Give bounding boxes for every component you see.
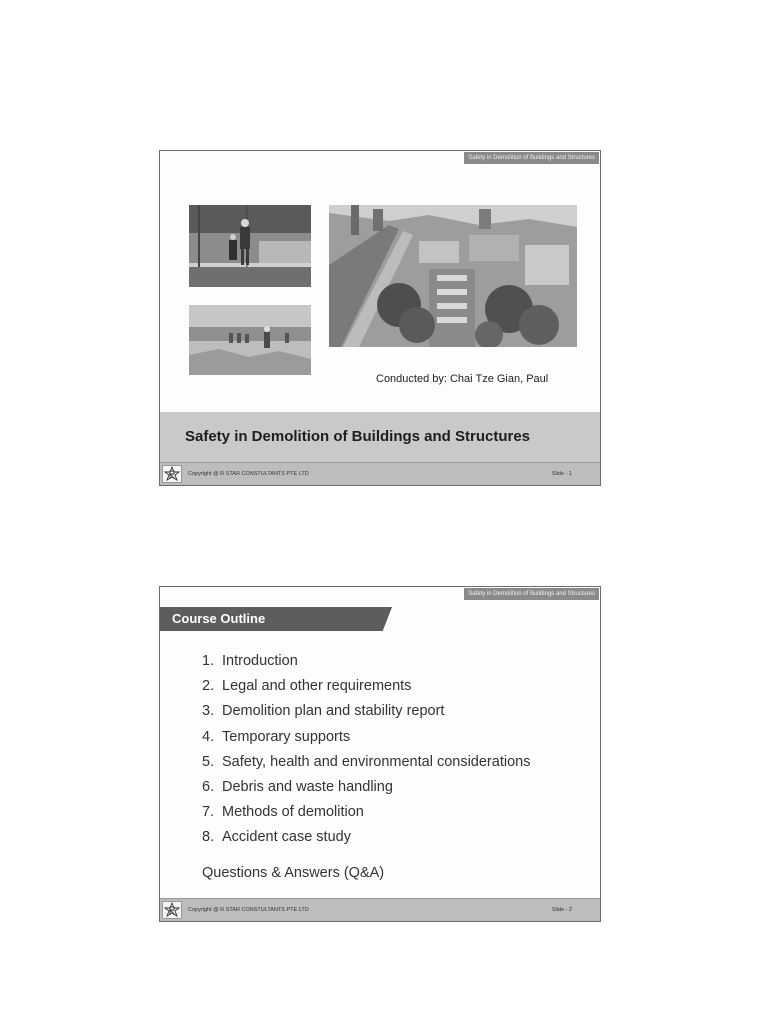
item-text: Demolition plan and stability report [222,703,445,720]
item-text: Introduction [222,653,298,669]
item-text: Temporary supports [222,728,351,745]
demolition-site-floor-photo [189,305,311,375]
item-number: 1. [202,653,215,669]
list-item [202,752,530,777]
rstar-logo-icon [162,465,182,483]
slide-title: Safety in Demolition of Buildings and Structures [185,428,531,445]
item-number: 5. [202,753,215,770]
item-text: Accident case study [222,829,351,846]
list-item [202,802,530,827]
item-text: Methods of demolition [222,804,364,821]
slide-footer [160,898,600,921]
list-item [202,701,530,726]
item-number: 3. [202,703,215,720]
slide-1 [159,150,601,486]
slide-heading: Course Outline [172,611,266,626]
slide-header-tag: Safety in Demolition of Buildings and Structures [464,588,599,600]
item-number: 7. [202,804,215,821]
slide-number: Slide - 2 [551,907,572,913]
demolition-workers-interior-photo [189,205,311,287]
copyright-text: Copyright @ R STAR CONSTULTANTS PTE LTD [188,471,309,477]
item-number: 6. [202,778,215,795]
item-number: 2. [202,678,215,695]
list-item [202,727,530,752]
qa-line: Questions & Answers (Q&A) [202,865,385,881]
list-item [202,676,530,701]
item-text: Debris and waste handling [222,778,393,795]
list-item [202,827,530,852]
course-outline-list [202,651,530,853]
item-text: Safety, health and environmental considerations [222,753,531,770]
slide-footer [160,462,600,485]
item-number: 4. [202,728,215,745]
slide-header-tag: Safety in Demolition of Buildings and Structures [464,152,599,164]
rstar-logo-icon [162,901,182,919]
copyright-text: Copyright @ R STAR CONSTULTANTS PTE LTD [188,907,309,913]
slide-number: Slide - 1 [551,471,572,477]
aerial-city-demolition-photo [329,205,577,347]
slide-2 [159,586,601,922]
item-text: Legal and other requirements [222,678,412,695]
presenter-credit: Conducted by: Chai Tze Gian, Paul [376,373,549,385]
list-item [202,777,530,802]
item-number: 8. [202,829,215,846]
list-item [202,651,530,676]
